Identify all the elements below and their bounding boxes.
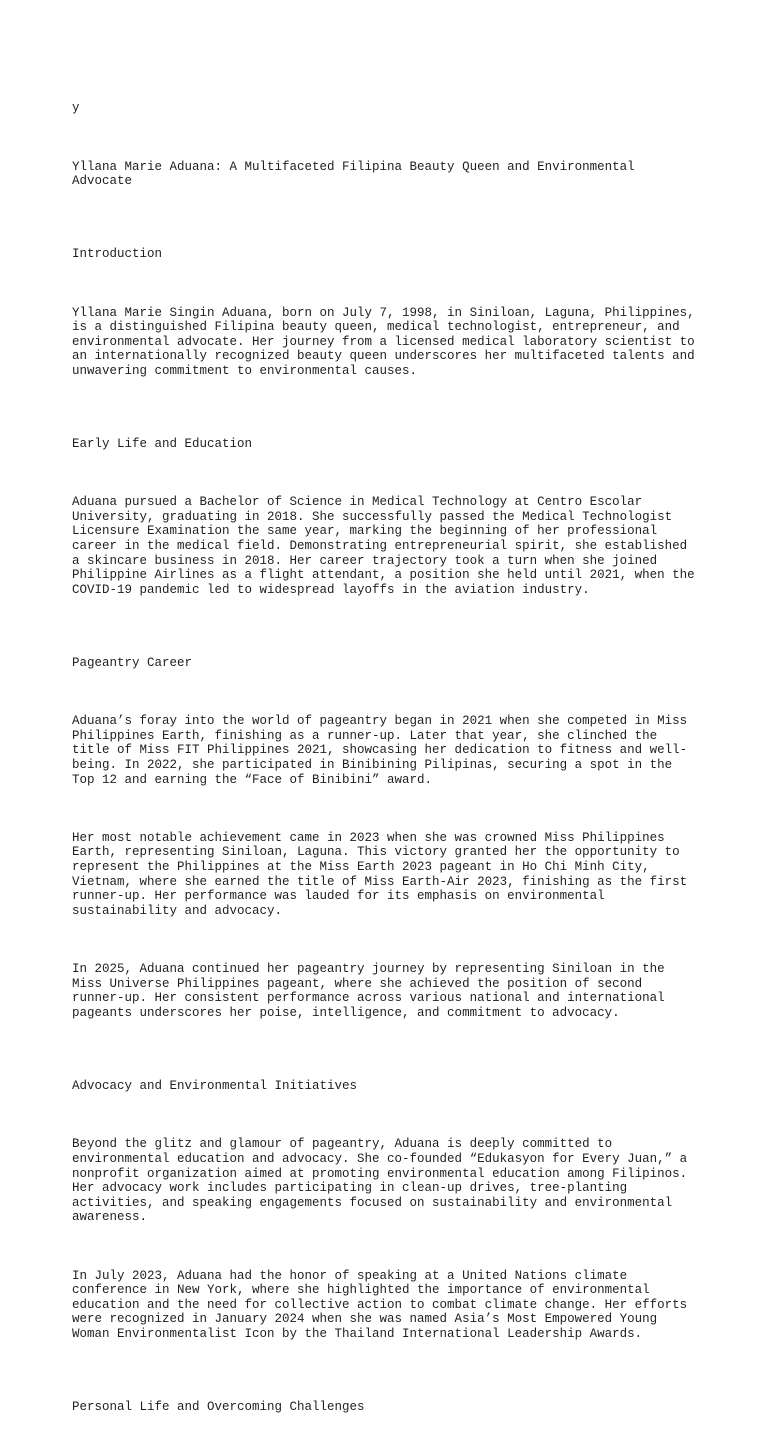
section-heading-introduction: Introduction <box>72 247 163 262</box>
document-page <box>72 72 712 1444</box>
section-heading-pageantry: Pageantry Career <box>72 655 193 670</box>
document-title: Yllana Marie Aduana: A Multifaceted Filipina Beauty Queen and Environmental Advocate <box>72 159 635 189</box>
section-heading-personal-life: Personal Life and Overcoming Challenges <box>72 1400 365 1415</box>
early-life-paragraph: Aduana pursued a Bachelor of Science in Medical Technology at Centro Escolar University, graduating in 2018. She successfully passed the Medical Technologist Licensure Examination the same year, marking the beginning of her professional career in the medical field. Demonstrating entrepreneurial spirit, she established a skincare business in 2018. Her career trajectory took a turn when she joined Philippine Airlines as a flight attendant, a position she held until 2021, when the COVID-19 pandemic led to widespread layoffs in the aviation industry. <box>72 495 695 597</box>
section-heading-early-life: Early Life and Education <box>72 436 253 451</box>
advocacy-paragraph-2: In July 2023, Aduana had the honor of speaking at a United Nations climate conference in New York, where she highlighted the importance of environmental education and the need for collective action to combat climate change. Her efforts were recognized in January 2024 when she was named Asia’s Most Empowered Young Woman Environmentalist Icon by the Thailand International Leadership Awards. <box>72 1268 688 1342</box>
stray-character: y <box>72 101 80 116</box>
pageantry-paragraph-1: Aduana’s foray into the world of pageantry began in 2021 when she competed in Miss Philippines Earth, finishing as a runner-up. Later that year, she clinched the title of Miss FIT Philippines 2021, showcasing her dedication to fitness and well- being. In 2022, she participated in Binibining Pilipinas, securing a spot in the Top 12 and earning the “Face of Binibini” award. <box>72 714 688 787</box>
section-heading-advocacy: Advocacy and Environmental Initiatives <box>72 1078 358 1093</box>
pageantry-paragraph-2: Her most notable achievement came in 2023 when she was crowned Miss Philippines Earth, representing Siniloan, Laguna. This victory granted her the opportunity to represent the Philippines at the Miss Earth 2023 pageant in Ho Chi Minh City, Vietnam, where she earned the title of Miss Earth-Air 2023, finishing as the first runner-up. Her performance was lauded for its emphasis on environmental sustainability and advocacy. <box>72 830 688 918</box>
advocacy-paragraph-1: Beyond the glitz and glamour of pageantry, Aduana is deeply committed to environmental education and advocacy. She co-founded “Edukasyon for Every Juan,” a nonprofit organization aimed at promoting environmental education among Filipinos. Her advocacy work includes participating in clean-up drives, tree-planting activities, and speaking engagements focused on sustainability and environmental awareness. <box>72 1137 688 1225</box>
introduction-paragraph: Yllana Marie Singin Aduana, born on July 7, 1998, in Siniloan, Laguna, Philippines, is a distinguished Filipina beauty queen, medical technologist, entrepreneur, and environmental advocate. Her journey from a licensed medical laboratory scientist to an internationally recognized beauty queen underscores her multifaceted talents and unwavering commitment to environmental causes. <box>72 305 695 378</box>
pageantry-paragraph-3: In 2025, Aduana continued her pageantry journey by representing Siniloan in the Miss Universe Philippines pageant, where she achieved the position of second runner-up. Her consistent performance across various national and international pageants underscores her poise, intelligence, and commitment to advocacy. <box>72 962 665 1020</box>
